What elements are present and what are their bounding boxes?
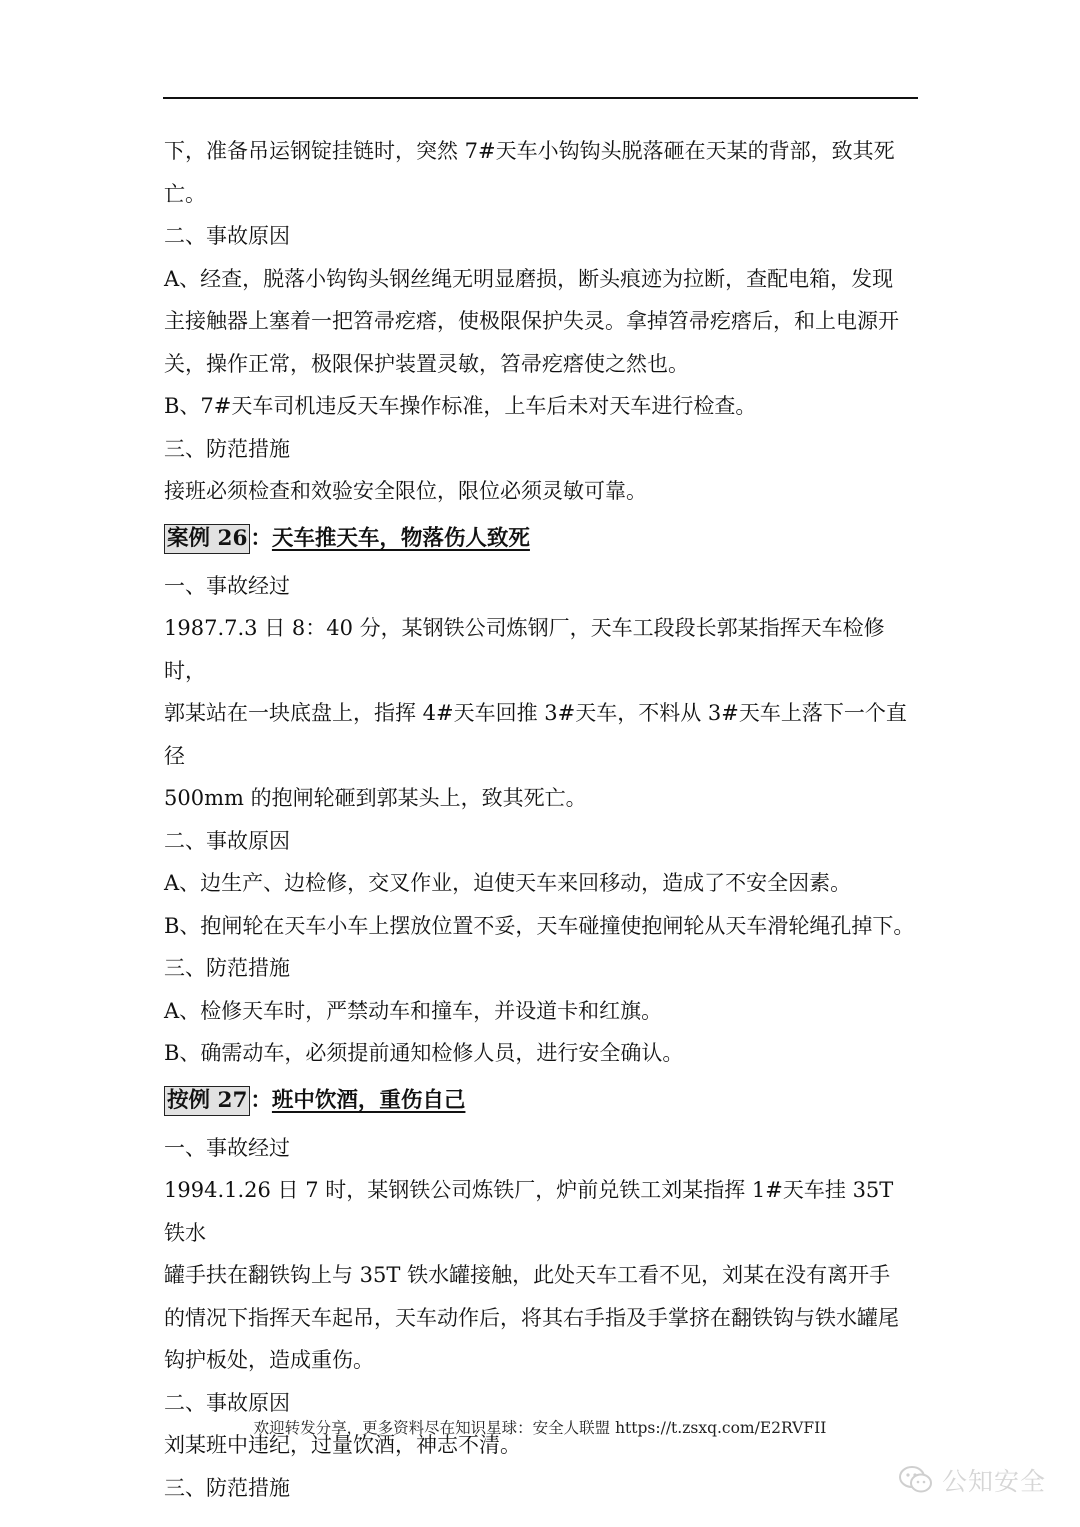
header-rule <box>163 97 918 99</box>
case27-title <box>164 1079 920 1123</box>
case26-process-heading: 一、事故经过 <box>164 573 290 598</box>
case27-measure-heading: 三、防范措施 <box>164 1475 290 1500</box>
case27-process-line-3: 的情况下指挥天车起吊，天车动作后，将其右手指及手掌挤在翻铁钩与铁水罐尾 <box>164 1305 899 1330</box>
case27-cause-text: 刘某班中违纪，过量饮酒，神志不清。 <box>164 1433 521 1457</box>
case25-measure-text: 接班必须检查和效验安全限位，限位必须灵敏可靠。 <box>164 479 647 503</box>
case27-label: 按例 27 <box>164 1086 250 1116</box>
intro-line-2: 亡。 <box>164 181 206 206</box>
footer-share-text: 欢迎转发分享，更多资料尽在知识星球：安全人联盟 https://t.zsxq.com/E2RVFII <box>253 1419 827 1437</box>
case25-measure-heading: 三、防范措施 <box>164 436 290 461</box>
case27-process-line-4: 钩护板处，造成重伤。 <box>164 1348 374 1372</box>
case26-process-line-1: 1987.7.3 日 8：40 分，某钢铁公司炼钢厂，天车工段段长郭某指挥天车检修时， <box>164 616 885 683</box>
case25-cause-heading: 二、事故原因 <box>164 224 290 248</box>
case25-cause-b: B、7#天车司机违反天车操作标准，上车后未对天车进行检查。 <box>164 394 757 418</box>
watermark-text: 公知安全 <box>942 1467 1047 1496</box>
case25-cause-a-line-3: 关，操作正常，极限保护装置灵敏，笤帚疙瘩使之然也。 <box>164 351 689 376</box>
case25-cause-a-line-1: A、经查，脱落小钩钩头钢丝绳无明显磨损，断头痕迹为拉断，查配电箱，发现 <box>164 266 894 291</box>
case27-process-line-2: 罐手扶在翻铁钩上与 35T 铁水罐接触，此处天车工看不见，刘某在没有离开手 <box>164 1263 891 1287</box>
document-body <box>164 130 920 1509</box>
case27-colon: ： <box>250 1087 272 1113</box>
case26-cause-a: A、边生产、边检修，交叉作业，迫使天车来回移动，造成了不安全因素。 <box>164 871 852 895</box>
case26-cause-heading: 二、事故原因 <box>164 828 290 853</box>
case27-process-line-1: 1994.1.26 日 7 时，某钢铁公司炼铁厂，炉前兑铁工刘某指挥 1#天车挂 35T 铁水 <box>164 1178 894 1245</box>
case27-process-heading: 一、事故经过 <box>164 1135 290 1160</box>
case27-name: 班中饮酒，重伤自己 <box>271 1087 466 1113</box>
case26-colon: ： <box>250 525 272 551</box>
watermark <box>898 1460 1046 1500</box>
wechat-icon <box>898 1465 934 1495</box>
case26-label: 案例 26 <box>164 524 250 554</box>
case26-title <box>164 517 920 561</box>
case26-measure-b: B、确需动车，必须提前通知检修人员，进行安全确认。 <box>164 1041 684 1065</box>
case26-process-line-3: 500mm 的抱闸轮砸到郭某头上，致其死亡。 <box>164 786 587 810</box>
case26-name: 天车推天车，物落伤人致死 <box>271 525 530 551</box>
case27-cause-heading: 二、事故原因 <box>164 1390 290 1415</box>
case25-cause-a-line-2: 主接触器上塞着一把笤帚疙瘩，使极限保护失灵。拿掉笤帚疙瘩后，和上电源开 <box>164 309 899 333</box>
intro-line-1: 下，准备吊运钢锭挂链时，突然 7#天车小钩钩头脱落砸在天某的背部，致其死 <box>164 139 895 163</box>
case26-measure-a: A、检修天车时，严禁动车和撞车，并设道卡和红旗。 <box>164 998 663 1023</box>
case26-process-line-2: 郭某站在一块底盘上，指挥 4#天车回推 3#天车，不料从 3#天车上落下一个直径 <box>164 701 907 768</box>
case26-measure-heading: 三、防范措施 <box>164 956 290 980</box>
case26-cause-b: B、抱闸轮在天车小车上摆放位置不妥，天车碰撞使抱闸轮从天车滑轮绳孔掉下。 <box>164 913 915 938</box>
